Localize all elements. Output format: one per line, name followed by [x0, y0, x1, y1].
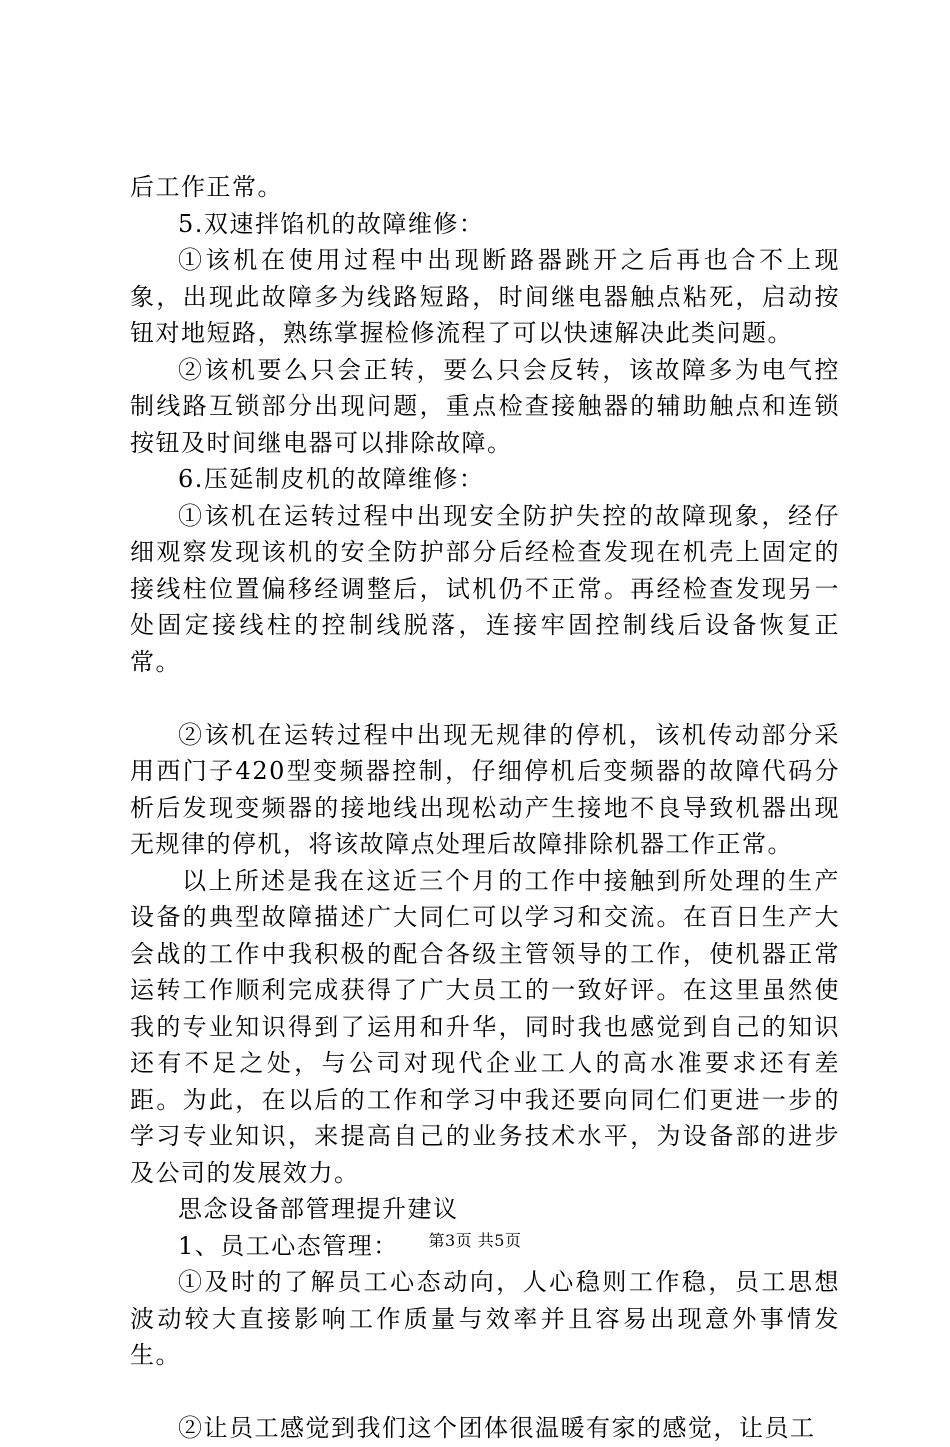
paragraph-summary: 以上所述是我在这近三个月的工作中接触到所处理的生产设备的典型故障描述广大同仁可以学习和交流。在百日生产大会战的工作中我积极的配合各级主管领导的工作，使机器正常运转工作顺利完成获得了广大员工的一致好评。在这里虽然使我的专业知识得到了运用和升华，同时我也感觉到自己的知识还有不足之处，与公司对现代企业工人的高水准要求还有差距。为此，在以后的工作和学习中我还要向同仁们更进一步的学习专业知识，来提高自己的业务技术水平，为设备部的进步及公司的发展效力。	[130, 866, 840, 1187]
page-number-footer: 第3页 共5页	[428, 1231, 522, 1250]
paragraph-mixer-fault-2: ②该机要么只会正转，要么只会反转，该故障多为电气控制线路互锁部分出现问题，重点检查接触器的辅助触点和连锁按钮及时间继电器可以排除故障。	[130, 355, 840, 457]
section-heading-staff-mindset: 1、员工心态管理：	[178, 1231, 399, 1260]
document-body	[130, 169, 840, 1447]
paragraph-staff-mindset-2: ②让员工感觉到我们这个团体很温暖有家的感觉，让员工	[178, 1414, 816, 1442]
section-heading-suggestions: 思念设备部管理提升建议	[178, 1195, 459, 1223]
paragraph-mixer-fault-1: ①该机在使用过程中出现断路器跳开之后再也合不上现象，出现此故障多为线路短路，时间继电器触点粘死，启动按钮对地短路，熟练掌握检修流程了可以快速解决此类问题。	[130, 246, 840, 347]
section-heading-mixer: 5.双速拌馅机的故障维修：	[178, 209, 485, 238]
paragraph-staff-mindset-1: ①及时的了解员工心态动向，人心稳则工作稳，员工思想波动较大直接影响工作质量与效率并且容易出现意外事情发生。	[130, 1268, 840, 1369]
paragraph-sheeter-fault-2: ②该机在运转过程中出现无规律的停机，该机传动部分采用西门子420型变频器控制，仔细停机后变频器的故障代码分析后发现变频器的接地线出现松动产生接地不良导致机器出现无规律的停机，将该故障点处理后故障排除机器工作正常。	[130, 720, 840, 858]
section-heading-sheeter: 6.压延制皮机的故障维修：	[178, 465, 485, 493]
paragraph-continuation: 后工作正常。	[130, 173, 283, 201]
paragraph-sheeter-fault-1: ①该机在运转过程中出现安全防护失控的故障现象，经仔细观察发现该机的安全防护部分后经检查发现在机壳上固定的接线柱位置偏移经调整后，试机仍不正常。再经检查发现另一处固定接线柱的控制线脱落，连接牢固控制线后设备恢复正常。	[130, 501, 840, 676]
